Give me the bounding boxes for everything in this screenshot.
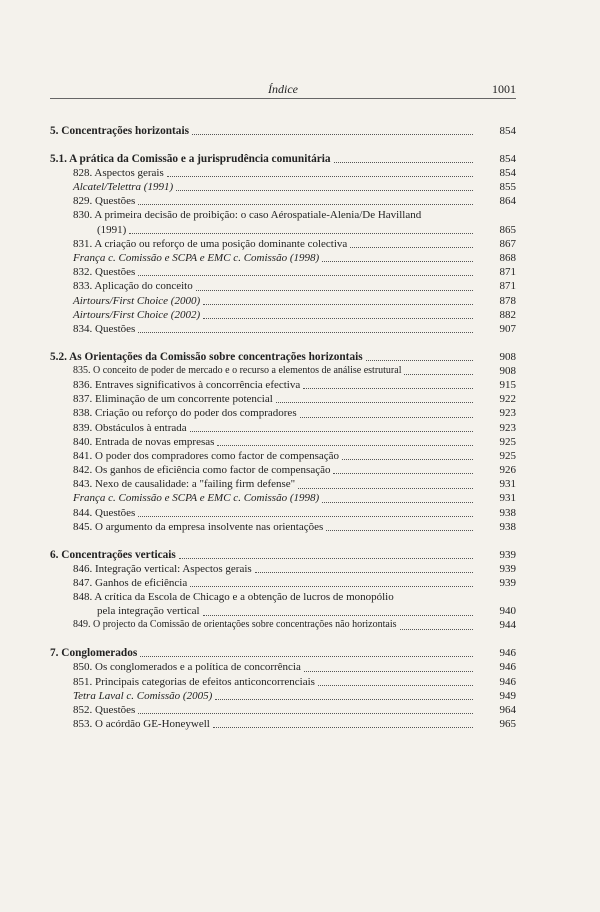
toc-page: 908 [499,350,516,363]
running-header [50,82,516,99]
toc-label: 839. Obstáculos à entrada [73,421,187,434]
toc-entry-840 [50,435,516,449]
leader-dots [322,501,473,503]
toc-label: 838. Criação ou reforço do poder dos compradores [73,407,297,420]
toc-label: 836. Entraves significativos à concorrência efectiva [73,378,301,391]
leader-dots [140,655,473,657]
toc-page: 868 [499,251,516,264]
toc-page: 854 [499,166,516,179]
toc-entry-831 [50,237,516,251]
leader-dots [276,401,473,403]
toc-case-tetra-laval [50,689,516,703]
leader-dots [303,387,473,389]
leader-dots [304,670,473,672]
toc-page: 939 [499,576,516,589]
toc-page: 939 [499,562,516,575]
toc-label: 845. O argumento da empresa insolvente nas orientações [73,520,324,533]
leader-dots [333,472,473,474]
toc-label: 850. Os conglomerados e a política de concorrência [73,661,301,674]
toc-label: 834. Questões [73,322,136,335]
leader-dots [129,232,473,234]
toc-entry-841 [50,449,516,463]
leader-dots [334,161,473,163]
toc-label: França c. Comissão e SCPA e EMC c. Comissão (1998) [73,251,320,264]
leader-dots [203,614,473,616]
toc-section-6 [50,548,516,562]
toc-entry-835 [50,364,516,378]
leader-dots [192,133,473,135]
toc-page: 944 [499,619,516,632]
toc-page: 854 [499,152,516,165]
toc-entry-830-line1: 830. A primeira decisão de proibição: o caso Aérospatiale-Alenia/De Havilland [73,209,422,222]
toc-label: 842. Os ganhos de eficiência como factor de compensação [73,464,331,477]
toc-page: 907 [499,322,516,335]
toc-label: 831. A criação ou reforço de uma posição dominante colectiva [73,237,348,250]
toc-page: 931 [499,478,516,491]
leader-dots [213,726,473,728]
toc-entry-844 [50,506,516,520]
toc-entry-850 [50,660,516,674]
leader-dots [255,571,473,573]
toc-page: 908 [499,364,516,377]
toc-label: 847. Ganhos de eficiência [73,576,188,589]
toc-label: Alcatel/Telettra (1991) [73,181,174,194]
leader-dots [203,317,473,319]
toc-page: 882 [499,308,516,321]
leader-dots [342,458,473,460]
toc-page: 931 [499,492,516,505]
toc-entry-848-line2 [50,604,516,618]
toc-page: 939 [499,548,516,561]
toc-entry-852 [50,703,516,717]
toc-label: 841. O poder dos compradores como factor de compensação [73,449,340,462]
toc-label: França c. Comissão e SCPA e EMC c. Comissão (1998) [73,492,320,505]
toc-label: Tetra Laval c. Comissão (2005) [73,689,213,702]
toc-entry-853 [50,717,516,731]
toc-case-airtours-2000 [50,294,516,308]
toc-entry-836 [50,378,516,392]
leader-dots [298,487,473,489]
toc-section-5-1 [50,152,516,166]
toc-entry-846 [50,562,516,576]
toc-section-5 [50,124,516,138]
toc-entry-829 [50,194,516,208]
toc-page: 922 [499,393,516,406]
toc-page: 938 [499,506,516,519]
toc-label: 851. Principais categorias de efeitos anticoncorrenciais [73,675,315,688]
toc-entry-834 [50,322,516,336]
toc-label: 844. Questões [73,506,136,519]
toc-entry-838 [50,406,516,420]
leader-dots [176,189,473,191]
toc-page: 864 [499,195,516,208]
toc-entry-851 [50,675,516,689]
leader-dots [138,515,473,517]
toc-label: 833. Aplicação do conceito [73,280,193,293]
leader-dots [326,529,473,531]
toc-page: 964 [499,703,516,716]
toc-page: 925 [499,449,516,462]
toc-label: 837. Eliminação de um concorrente potencial [73,393,273,406]
toc-page: 871 [499,280,516,293]
toc-label: 829. Questões [73,195,136,208]
header-title: Índice [268,82,298,96]
toc-entry-839 [50,421,516,435]
leader-dots [190,430,473,432]
toc-entry-832 [50,265,516,279]
toc-page: 923 [499,407,516,420]
toc-page: 938 [499,520,516,533]
toc-entry-828 [50,166,516,180]
leader-dots [167,175,473,177]
toc-page: 915 [499,378,516,391]
toc-entry-845 [50,520,516,534]
leader-dots [190,585,473,587]
toc-page: 946 [499,647,516,660]
toc-label: 5. Concentrações horizontais [50,124,189,137]
toc-page: 867 [499,237,516,250]
table-of-contents [50,124,516,731]
leader-dots [138,274,473,276]
toc-section-7 [50,646,516,660]
toc-page: 871 [499,266,516,279]
toc-label: 849. O projecto da Comissão de orientações sobre concentrações não horizontais [73,619,397,631]
toc-case-alcatel [50,180,516,194]
toc-entry-848-line1: 848. A crítica da Escola de Chicago e a obtenção de lucros de monopólio [73,591,394,604]
leader-dots [138,203,473,205]
toc-entry-843 [50,477,516,491]
leader-dots [300,416,473,418]
leader-dots [196,289,473,291]
toc-entry-847 [50,576,516,590]
leader-dots [179,557,473,559]
toc-label: 835. O conceito de poder de mercado e o recurso a elementos de análise estrutural [73,364,402,376]
toc-page: 946 [499,661,516,674]
toc-label: 5.2. As Orientações da Comissão sobre concentrações horizontais [50,350,363,363]
toc-label: 828. Aspectos gerais [73,166,164,179]
toc-label: 846. Integração vertical: Aspectos gerais [73,562,252,575]
toc-label: Airtours/First Choice (2000) [73,294,201,307]
toc-page: 854 [499,124,516,137]
toc-entry-833 [50,279,516,293]
toc-page: 965 [499,718,516,731]
leader-dots [138,712,473,714]
header-page-number: 1001 [492,82,516,96]
toc-page: 940 [499,605,516,618]
leader-dots [366,359,473,361]
toc-page: 923 [499,421,516,434]
toc-entry-830-line2 [50,223,516,237]
toc-label: (1991) [97,223,127,236]
toc-page: 946 [499,675,516,688]
leader-dots [215,698,473,700]
leader-dots [400,628,473,630]
toc-page: 855 [499,181,516,194]
toc-label: Airtours/First Choice (2002) [73,308,201,321]
toc-label: 840. Entrada de novas empresas [73,435,215,448]
toc-label: 832. Questões [73,266,136,279]
toc-page: 949 [499,689,516,702]
leader-dots [404,373,473,375]
leader-dots [203,303,473,305]
toc-label: 6. Concentrações verticais [50,548,176,561]
toc-label: 853. O acórdão GE-Honeywell [73,718,210,731]
toc-entry-849 [50,619,516,633]
toc-page: 925 [499,435,516,448]
toc-case-airtours-2002 [50,308,516,322]
toc-page: 865 [499,223,516,236]
toc-label: 5.1. A prática da Comissão e a jurisprudência comunitária [50,152,331,165]
toc-label: 843. Nexo de causalidade: a "failing firm defense" [73,478,296,491]
toc-page: 926 [499,464,516,477]
leader-dots [318,684,473,686]
leader-dots [322,260,473,262]
toc-page: 878 [499,294,516,307]
toc-case-franca-1 [50,251,516,265]
toc-label: 852. Questões [73,703,136,716]
toc-label: pela integração vertical [97,605,200,618]
toc-entry-842 [50,463,516,477]
toc-entry-837 [50,392,516,406]
leader-dots [138,331,473,333]
toc-label: 7. Conglomerados [50,647,138,660]
leader-dots [350,246,473,248]
toc-section-5-2 [50,350,516,364]
toc-case-franca-2 [50,492,516,506]
leader-dots [217,444,473,446]
